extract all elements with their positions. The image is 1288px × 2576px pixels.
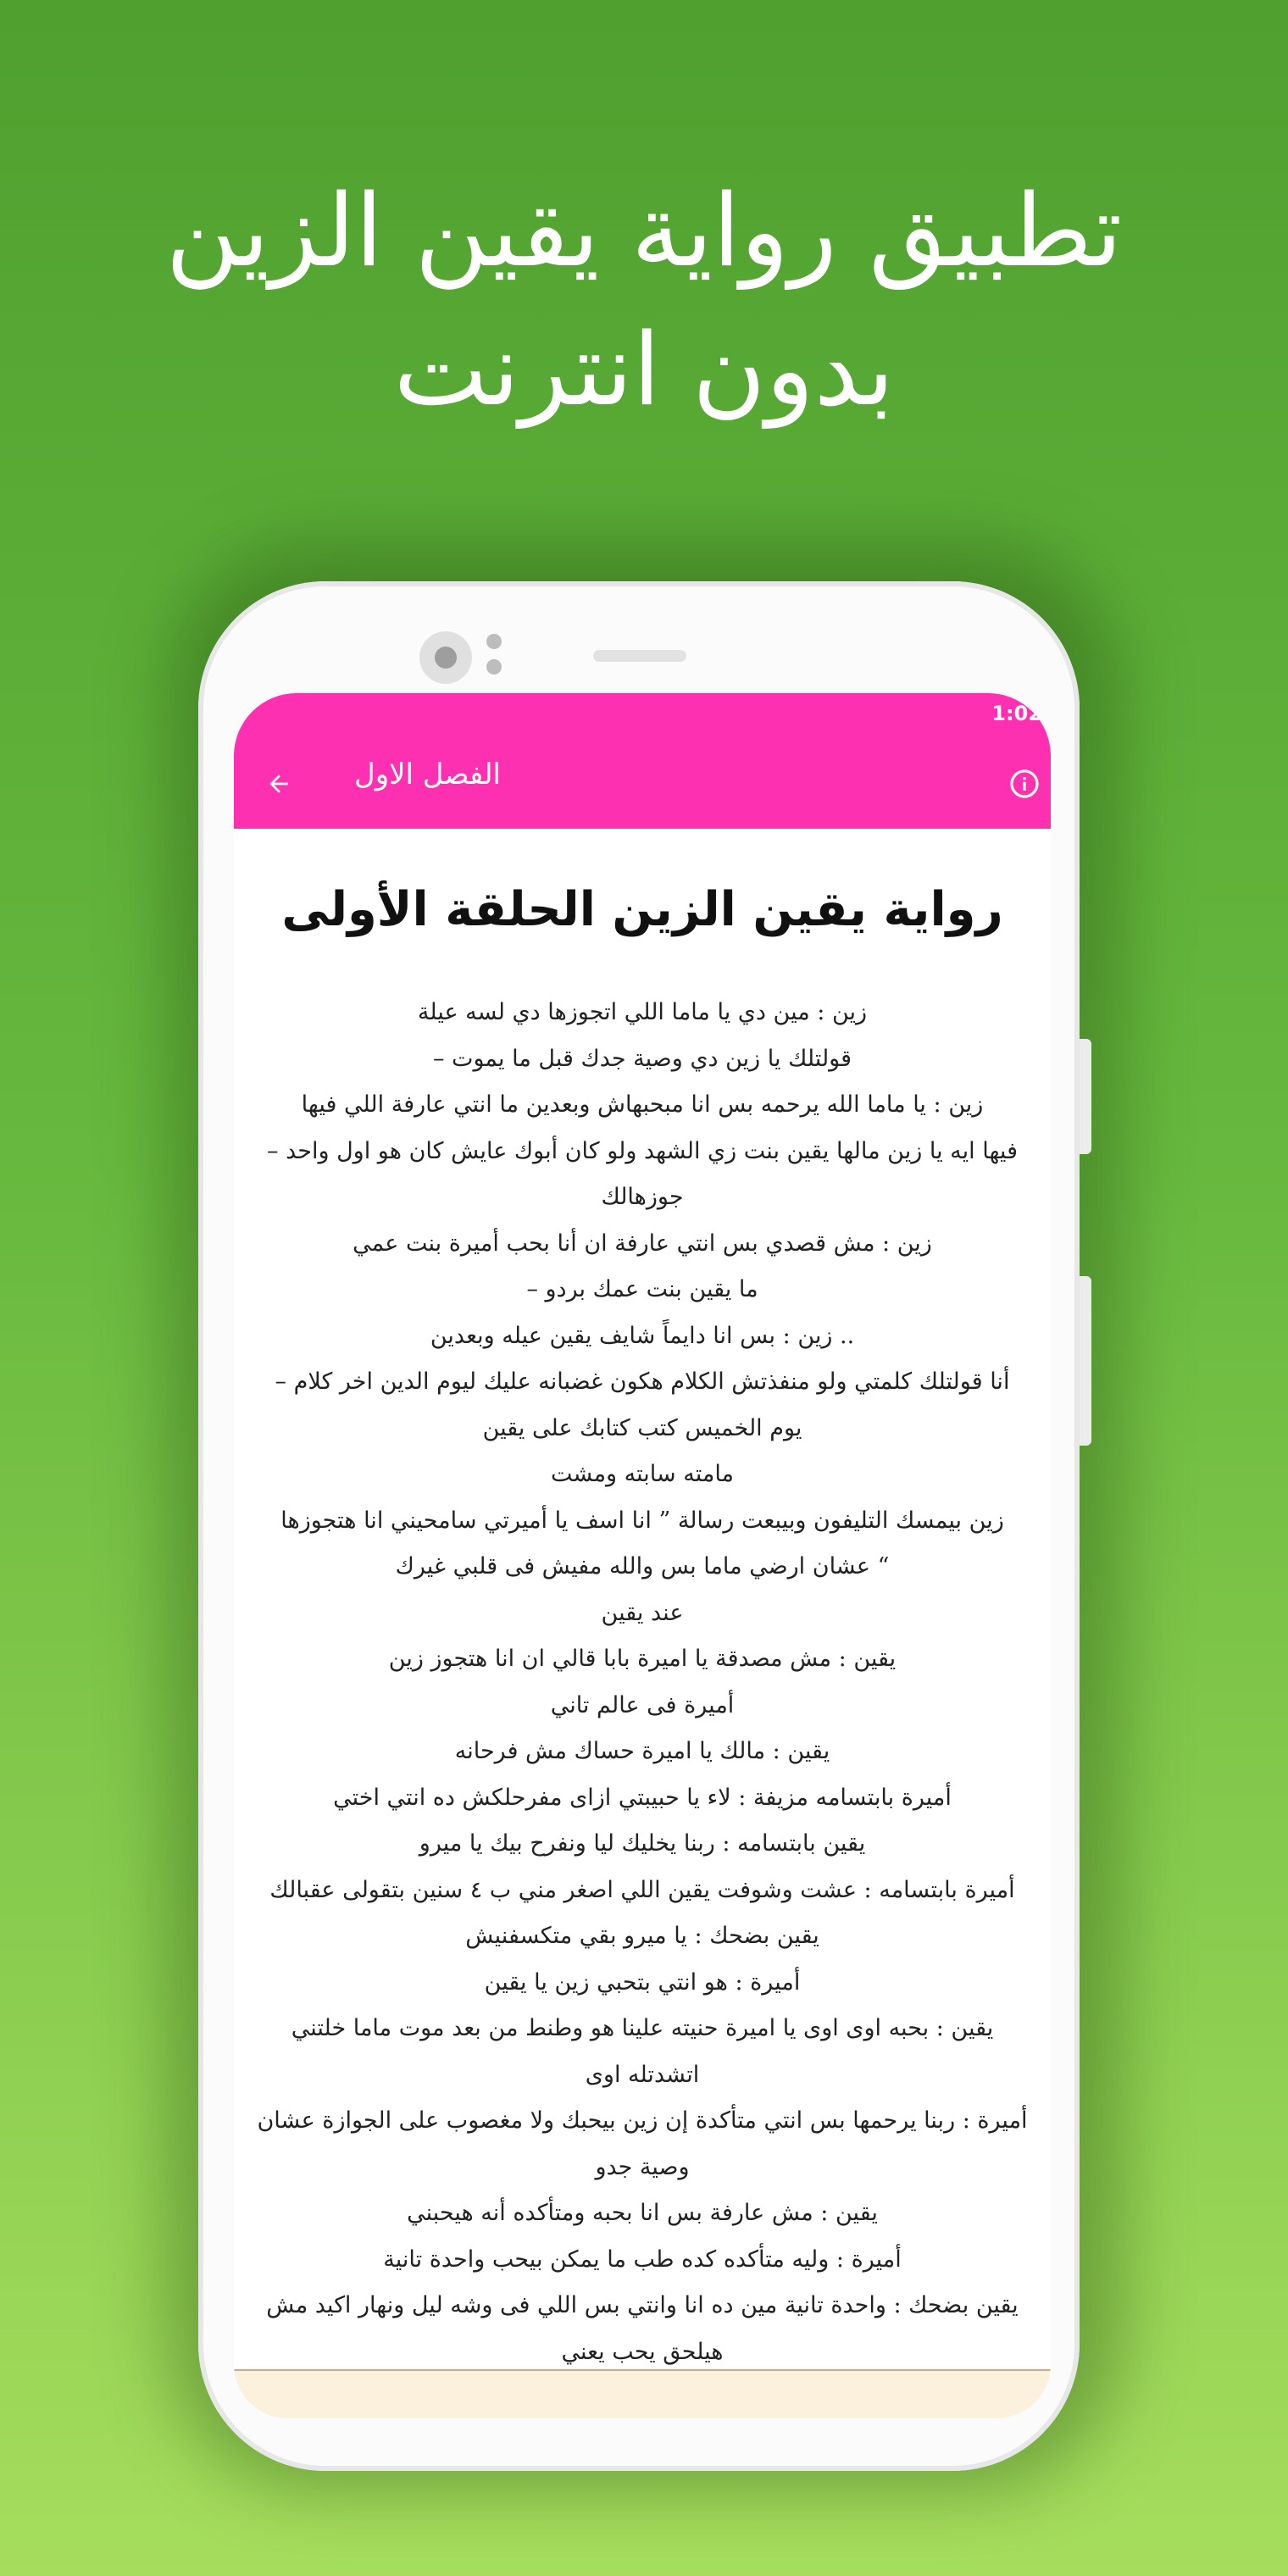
info-icon <box>1008 768 1041 800</box>
light-sensor <box>486 659 502 675</box>
promo-headline <box>0 161 1288 439</box>
chapter-text-line: هيلحق يحب يعني <box>561 2338 724 2365</box>
chapter-text-line: جوزهالك <box>601 1184 684 1210</box>
volume-button <box>1080 1039 1091 1154</box>
chapter-text-line: قولتلك يا زين دي وصية جدك قبل ما يموت – <box>432 1045 852 1072</box>
chapter-text-line: مامته سابته ومشت <box>550 1461 735 1487</box>
camera-lens <box>435 647 457 669</box>
status-time: 1:02 <box>991 702 1042 725</box>
front-camera <box>419 631 472 684</box>
chapter-text-line: أميرة بابتسامه مزيفة : لاء يا حبيبتي ازاى مفرحلكش ده انتي اختي <box>333 1784 952 1811</box>
chapter-text-line: أميرة : ربنا يرحمها بس انتي متأكدة إن زين بيحبك ولا مغصوب على الجوازة عشان <box>257 2107 1028 2134</box>
chapter-text-line: وصية جدو <box>595 2153 690 2180</box>
arrow-back-icon <box>265 770 292 797</box>
info-button[interactable] <box>1007 766 1042 802</box>
chapter-text-line: .. زين : بس انا دايماً شايف يقين عيله وبعدين <box>430 1322 855 1349</box>
chapter-text-line: أميرة : وليه متأكده كده طب ما يمكن بيحب واحدة تانية <box>383 2246 902 2273</box>
chapter-text-line: زين : يا ماما الله يرحمه بس انا مبحبهاش وبعدين ما انتي عارفة اللي فيها <box>301 1091 984 1118</box>
chapter-text-line: فيها ايه يا زين مالها يقين بنت زي الشهد ولو كان أبوك عايش كان هو اول واحد – <box>267 1137 1018 1164</box>
proximity-sensor <box>486 634 502 649</box>
power-button <box>1080 1276 1091 1446</box>
promo-line-1: تطبيق رواية يقين الزين <box>165 172 1123 289</box>
chapter-text-line: زين : مين دي يا ماما اللي اتجوزها دي لسه عيلة <box>417 999 868 1025</box>
earpiece-speaker <box>593 650 686 662</box>
chapter-text-line: يقين بابتسامه : ربنا يخليك ليا ونفرح بيك يا ميرو <box>419 1830 866 1857</box>
chapter-text-line: “ عشان ارضي ماما بس والله مفيش فى قلبي غيرك <box>395 1553 890 1579</box>
chapter-text-line: أميرة بابتسامه : عشت وشوفت يقين اللي اصغر مني ب ٤ سنين بتقولى عقبالك <box>269 1876 1015 1903</box>
chapter-heading: رواية يقين الزين الحلقة الأولى <box>281 882 1003 937</box>
chapter-text-line: زين بيمسك التليفون وبيبعت رسالة ” انا اسف يا أميرتي سامحيني انا هتجوزها <box>280 1507 1004 1534</box>
chapter-text <box>234 990 1051 2371</box>
chapter-text-line: أنا قولتلك كلمتي ولو منفذتش الكلام هكون غضبانه عليك ليوم الدين اخر كلام – <box>275 1368 1010 1395</box>
chapter-text-line: أميرة : هو انتي بتحبي زين يا يقين <box>484 1968 801 1996</box>
chapter-text-line: زين : مش قصدي بس انتي عارفة ان أنا بحب أميرة بنت عمي <box>353 1230 932 1257</box>
phone-screen <box>234 693 1051 2418</box>
chapter-content[interactable] <box>234 829 1051 2371</box>
chapter-text-line: يقين بضحك : واحدة تانية مين ده انا وانتي بس اللي فى وشه ليل ونهار اكيد مش <box>266 2292 1019 2318</box>
chapter-text-line: يقين : مش مصدقة يا اميرة بابا قالي ان انا هتجوز زين <box>388 1646 897 1672</box>
chapter-text-line: أميرة فى عالم تاني <box>550 1691 735 1718</box>
promo-line-2: بدون انترنت <box>393 311 895 428</box>
chapter-text-line: عند يقين <box>601 1599 684 1626</box>
bottom-strip <box>234 2369 1051 2418</box>
chapter-text-line: يقين : مش عارفة بس انا بحبه ومتأكده أنه هيحبني <box>407 2200 878 2226</box>
app-bar-title: الفصل الاول <box>354 758 502 791</box>
chapter-text-line: اتشدتله اوى <box>585 2061 700 2088</box>
app-bar <box>234 693 1051 829</box>
chapter-text-line: يقين : مالك يا اميرة حساك مش فرحانه <box>454 1738 830 1764</box>
chapter-text-line: يقين بضحك : يا ميرو بقي متكسفنيش <box>465 1923 819 1949</box>
back-button[interactable] <box>256 761 302 807</box>
chapter-text-line: ما يقين بنت عمك بردو – <box>526 1276 758 1302</box>
chapter-text-line: يوم الخميس كتب كتابك على يقين <box>482 1414 802 1441</box>
phone-frame <box>198 581 1080 2471</box>
chapter-text-line: يقين : بحبه اوى اوى يا اميرة حنيته علينا هو وطنط من بعد موت ماما خلتني <box>291 2015 994 2041</box>
